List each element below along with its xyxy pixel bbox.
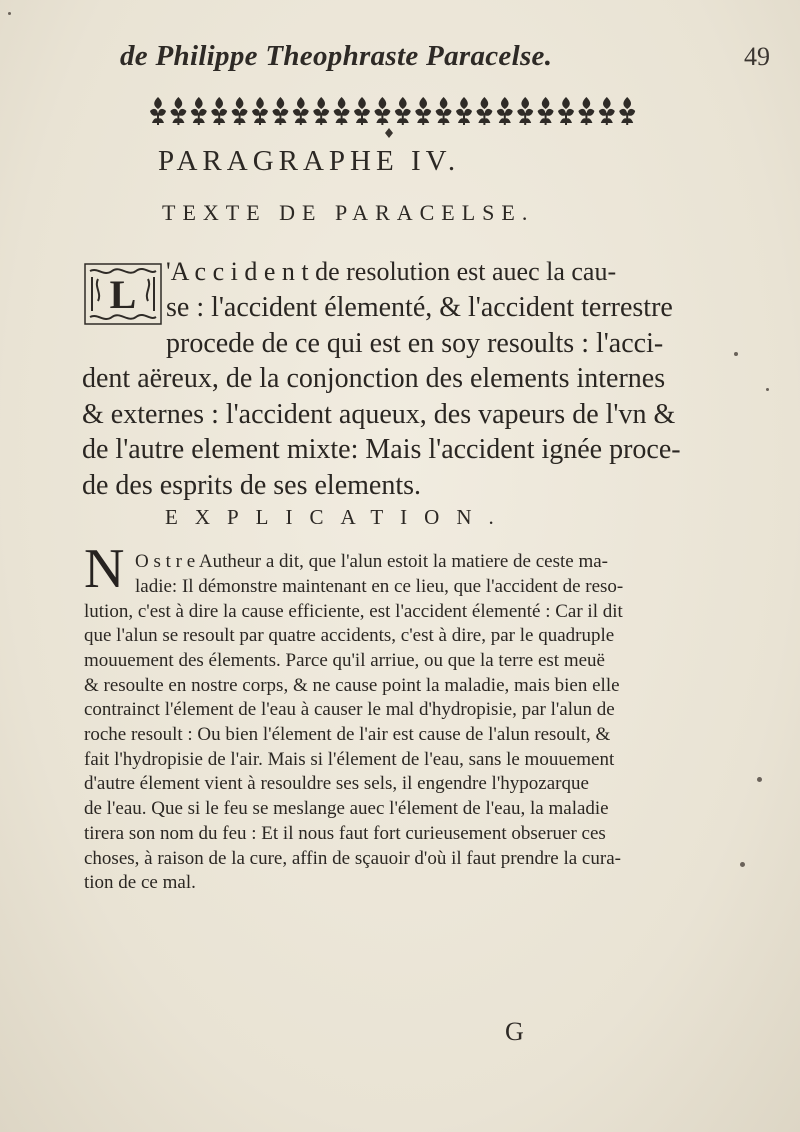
fleuron-icon [150,97,166,125]
fleuron-icon [211,97,227,125]
text-line: 'A c c i d e n t de resolution est auec la cau- [166,257,617,286]
fleuron-icon [456,97,472,125]
explication-line: contrainct l'élement de l'eau à causer le mal d'hydropisie, par l'alun de [84,699,615,720]
text-line: de l'autre element mixte: Mais l'accident ignée proce- [82,434,681,465]
explication-line: de l'eau. Que si le feu se meslange auec l'élement de l'eau, la maladie [84,798,609,819]
explication-line: O s t r e Autheur a dit, que l'alun estoit la matiere de ceste ma- [135,551,608,572]
text-line: de des esprits de ses elements. [82,470,422,501]
fleuron-icon [476,97,492,125]
explication-line: tion de ce mal. [84,872,196,893]
explication-line: mouuement des élements. Parce qu'il arriue, ou que la terre est meuë [84,650,605,671]
fleuron-icon [313,97,329,125]
fleuron-icon [395,97,411,125]
explication-line: tirera son nom du feu : Et il nous faut fort curieusement obseruer ces [84,823,606,844]
ornament-dot [384,128,394,138]
paper-speck [734,352,738,356]
fleuron-icon [415,97,431,125]
text-line: dent aëreux, de la conjonction des elements internes [82,363,666,394]
paper-speck [740,862,745,867]
fleuron-icon [558,97,574,125]
explication-line: fait l'hydropisie de l'air. Mais si l'élement de l'eau, sans le mouuement [84,749,615,770]
section-heading: TEXTE DE PARACELSE. [162,200,535,225]
fleuron-icon [538,97,554,125]
fleuron-icon [599,97,615,125]
text-line: & externes : l'accident aqueux, des vapeurs de l'vn & [82,399,676,430]
paragraph-heading: PARAGRAPHE IV. [158,145,461,177]
fleuron-icon [354,97,370,125]
fleuron-icon [578,97,594,125]
fleuron-icon [497,97,513,125]
text-line: se : l'accident élementé, & l'accident terrestre [166,292,673,323]
fleuron-icon [191,97,207,125]
fleuron-icon [170,97,186,125]
explication-heading: EXPLICATION. [165,505,511,529]
fleuron-icon [619,97,635,125]
paper-speck [757,777,762,782]
dropcap-letter: L [109,272,137,317]
paper-speck [8,12,11,15]
fleuron-icon [293,97,309,125]
fleuron-icon [374,97,390,125]
explication-initial: N [84,538,125,600]
fleuron-icon [252,97,268,125]
explication-line: que l'alun se resoult par quatre accidents, c'est à dire, par le quadruple [84,625,615,646]
text-line: procede de ce qui est en soy resoults : l'acci- [166,328,664,359]
fleuron-icon [232,97,248,125]
explication-line: choses, à raison de la cure, affin de sçauoir d'où il faut prendre la cura- [84,848,621,869]
explication-line: roche resoult : Ou bien l'élement de l'air est cause de l'alun resoult, & [84,724,611,745]
fleuron-band-ornament [148,93,638,127]
fleuron-icon [272,97,288,125]
fleuron-icon [517,97,533,125]
signature-mark: G [505,1017,524,1046]
paper-speck [766,388,769,391]
explication-line: d'autre élement vient à resouldre ses sels, il engendre l'hypozarque [84,773,589,794]
fleuron-icon [334,97,350,125]
explication-line: & resoulte en nostre corps, & ne cause point la maladie, mais bien elle [84,675,620,696]
page-number: 49 [744,42,770,71]
explication-line: lution, c'est à dire la cause efficiente, est l'accident élementé : Car il dit [84,601,623,622]
decorated-initial-letter [84,263,162,325]
explication-line: ladie: Il démonstre maintenant en ce lieu, que l'accident de reso- [135,576,624,597]
running-title: de Philippe Theophraste Paracelse. [120,40,553,72]
fleuron-icon [436,97,452,125]
